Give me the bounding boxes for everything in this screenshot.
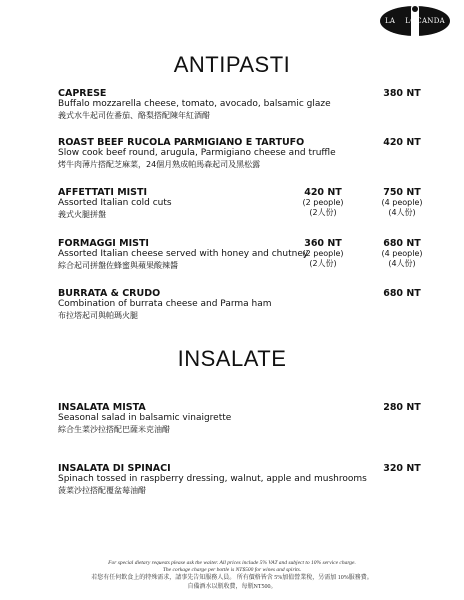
- people-count-cn: (4人份): [388, 208, 416, 217]
- item-name: INSALATA DI SPINACI: [58, 463, 171, 474]
- people-count-cn: (4人份): [388, 259, 416, 268]
- item-chinese-name: 烤牛肉薄片搭配芝麻菜，24個月熟成帕馬森起司及黑松露: [58, 160, 261, 169]
- price-value: 360 NT: [304, 238, 342, 249]
- item-description: Buffalo mozzarella cheese, tomato, avocado, balsamic glaze: [58, 99, 331, 109]
- people-count: (4 people): [381, 198, 423, 207]
- people-count: (2 people): [302, 249, 344, 258]
- footer-chinese-line-1: 若您有任何飲食上的特殊需求，請事先告知服務人員。 所有價格皆含 5%加值營業稅，另需加 10%服務費。: [91, 575, 373, 581]
- people-count: (2 people): [302, 198, 344, 207]
- price-2-people: [290, 238, 356, 269]
- item-price: 380 NT: [383, 88, 421, 99]
- item-price: 280 NT: [383, 402, 421, 413]
- item-chinese-name: 義式水牛起司佐番茄、酪梨搭配陳年紅酒醋: [58, 111, 210, 120]
- item-description: Assorted Italian cold cuts: [58, 198, 172, 208]
- price-value: 680 NT: [383, 238, 421, 249]
- price-4-people: [368, 187, 436, 218]
- item-name: ROAST BEEF RUCOLA PARMIGIANO E TARTUFO: [58, 137, 305, 148]
- footer-english-line-1: For special dietary requests please ask the waiter. All prices include 5% VAT and subject to 10% service charge.: [108, 560, 356, 566]
- item-name: INSALATA MISTA: [58, 402, 146, 413]
- item-chinese-name: 綜合生菜沙拉搭配巴薩米克油醋: [58, 425, 170, 434]
- item-description: Slow cook beef round, arugula, Parmigiano cheese and truffle: [58, 148, 336, 158]
- item-chinese-name: 義式火腿拼盤: [58, 210, 106, 219]
- logo-prefix: LA: [384, 17, 396, 25]
- item-name: BURRATA & CRUDO: [58, 288, 161, 299]
- section-title-insalate: INSALATE: [177, 346, 287, 371]
- item-name: AFFETTATI MISTI: [58, 187, 148, 198]
- people-count: (4 people): [381, 249, 423, 258]
- item-description: Combination of burrata cheese and Parma ham: [58, 299, 272, 309]
- item-name: CAPRESE: [58, 88, 107, 99]
- item-chinese-name: 布拉塔起司與帕瑪火腿: [58, 311, 138, 320]
- price-value: 750 NT: [383, 187, 421, 198]
- footer-chinese-line-2: 自備酒水以瓶收費，每瓶NT500。: [187, 584, 277, 590]
- price-value: 420 NT: [304, 187, 342, 198]
- price-4-people: [368, 238, 436, 269]
- footer-notes: [0, 560, 464, 592]
- item-description: Assorted Italian cheese served with honey and chutney: [58, 249, 309, 259]
- item-description: Seasonal salad in balsamic vinaigrette: [58, 413, 232, 423]
- item-chinese-name: 菠菜沙拉搭配覆盆莓油醋: [58, 486, 146, 495]
- logo-name: LOCANDA: [405, 17, 445, 25]
- restaurant-logo: [380, 6, 450, 36]
- people-count-cn: (2人份): [309, 208, 337, 217]
- item-price: 420 NT: [383, 137, 421, 148]
- section-title-antipasti: ANTIPASTI: [173, 52, 291, 77]
- item-name: FORMAGGI MISTI: [58, 238, 149, 249]
- item-chinese-name: 綜合起司拼盤佐蜂蜜與蘋果酸辣醬: [58, 261, 178, 270]
- people-count-cn: (2人份): [309, 259, 337, 268]
- price-2-people: [290, 187, 356, 218]
- footer-english-line-2: The corkage charge per bottle is NT$500 for wines and spirits.: [162, 567, 302, 573]
- item-price: 680 NT: [383, 288, 421, 299]
- item-price: 320 NT: [383, 463, 421, 474]
- item-description: Spinach tossed in raspberry dressing, walnut, apple and mushrooms: [58, 474, 367, 484]
